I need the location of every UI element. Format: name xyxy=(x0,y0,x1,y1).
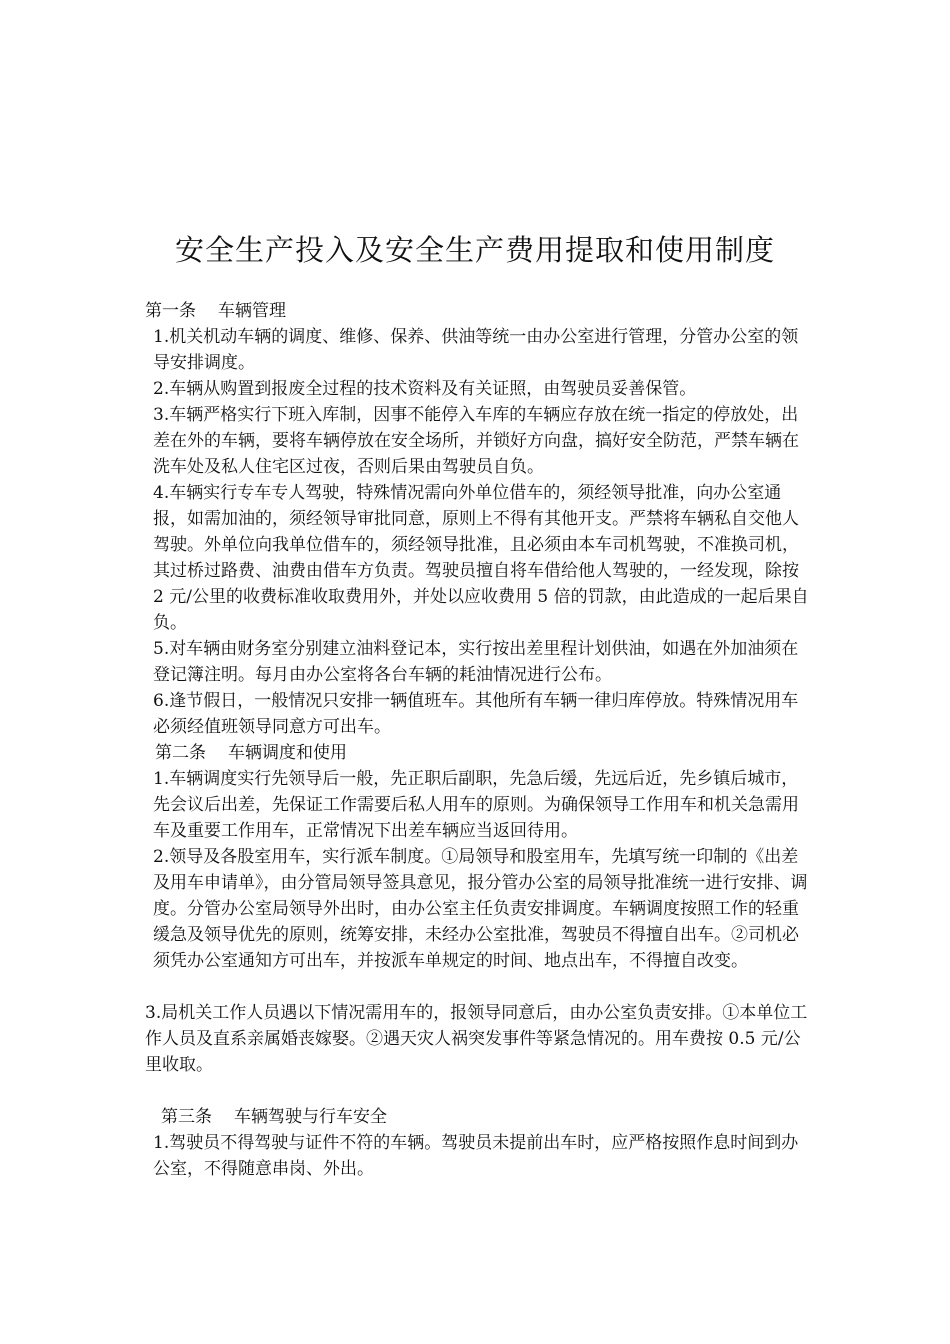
section-title: 车辆管理 xyxy=(218,301,286,321)
paragraph: 6.逢节假日，一般情况只安排一辆值班车。其他所有车辆一律归库停放。特殊情况用车必须经值班领导同意方可出车。 xyxy=(153,691,799,737)
paragraph: 1.机关机动车辆的调度、维修、保养、供油等统一由办公室进行管理，分管办公室的领导安排调度。 xyxy=(153,327,799,373)
paragraph: 3.局机关工作人员遇以下情况需用车的，报领导同意后，由办公室负责安排。①本单位工作人员及直系亲属婚丧嫁娶。②遇天灾人祸突发事件等紧急情况的。用车费按 0.5 元/公里收取。 xyxy=(145,1003,808,1075)
section-title: 车辆驾驶与行车安全 xyxy=(234,1107,387,1127)
document-title: 安全生产投入及安全生产费用提取和使用制度 xyxy=(174,233,775,267)
section-heading xyxy=(145,298,815,324)
document-body xyxy=(145,298,815,1182)
section-heading xyxy=(145,1104,815,1130)
section-title: 车辆调度和使用 xyxy=(228,743,347,763)
section-label: 第一条 xyxy=(145,301,196,321)
paragraph: 4.车辆实行专车专人驾驶，特殊情况需向外单位借车的，须经领导批准，向办公室通报，如需加油的，须经领导审批同意，原则上不得有其他开支。严禁将车辆私自交他人驾驶。外单位向我单位借车的，须经领导批准，且必须由本车司机驾驶，不准换司机，其过桥过路费、油费由借车方负责。驾驶员擅自将车借给他人驾驶的，一经发现，除按 2 元/公里的收费标准收取费用外，并处以应收费用 5 倍的罚款，由此造成的一起后果自负。 xyxy=(153,483,809,633)
paragraph: 2.车辆从购置到报废全过程的技术资料及有关证照，由驾驶员妥善保管。 xyxy=(153,379,697,399)
section-label: 第二条 xyxy=(155,743,206,763)
paragraph: 2.领导及各股室用车，实行派车制度。①局领导和股室用车，先填写统一印制的《出差及用车申请单》，由分管局领导签具意见，报分管办公室的局领导批准统一进行安排、调度。分管办公室局领导外出时，由办公室主任负责安排调度。车辆调度按照工作的轻重缓急及领导优先的原则，统筹安排，未经办公室批准，驾驶员不得擅自出车。②司机必须凭办公室通知方可出车，并按派车单规定的时间、地点出车，不得擅自改变。 xyxy=(153,847,808,971)
section-label: 第三条 xyxy=(161,1107,212,1127)
paragraph: 1.车辆调度实行先领导后一般，先正职后副职，先急后缓，先远后近，先乡镇后城市，先会议后出差，先保证工作需要后私人用车的原则。为确保领导工作用车和机关急需用车及重要工作用车，正常情况下出差车辆应当返回待用。 xyxy=(153,769,799,841)
section-heading xyxy=(145,740,815,766)
paragraph: 5.对车辆由财务室分别建立油料登记本，实行按出差里程计划供油，如遇在外加油须在登记簿注明。每月由办公室将各台车辆的耗油情况进行公布。 xyxy=(153,639,799,685)
paragraph: 3.车辆严格实行下班入库制，因事不能停入车库的车辆应存放在统一指定的停放处，出差在外的车辆，要将车辆停放在安全场所，并锁好方向盘，搞好安全防范，严禁车辆在洗车处及私人住宅区过夜，否则后果由驾驶员自负。 xyxy=(153,405,799,477)
paragraph: 1.驾驶员不得驾驶与证件不符的车辆。驾驶员未提前出车时，应严格按照作息时间到办公室，不得随意串岗、外出。 xyxy=(153,1133,799,1179)
